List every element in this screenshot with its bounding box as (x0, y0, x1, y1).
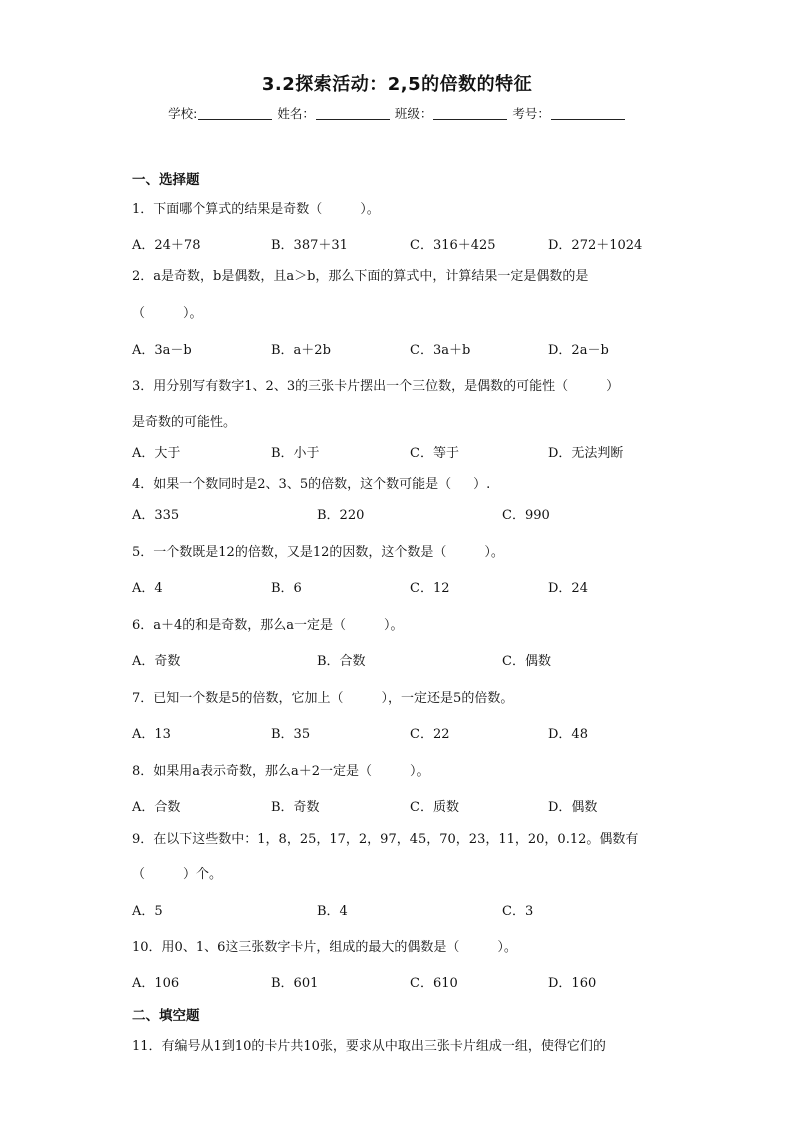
question-2-options (132, 339, 692, 357)
option-a[interactable]: A．13 (132, 727, 171, 742)
question-3: 3．用分别写有数字1、2、3的三张卡片摆出一个三位数，是偶数的可能性（ ） (132, 379, 620, 394)
option-c[interactable]: C．质数 (410, 800, 459, 815)
question-6: 6．a＋4的和是奇数，那么a一定是（ ）。 (132, 618, 404, 633)
option-c[interactable]: C．316＋425 (410, 238, 496, 253)
option-d[interactable]: D．2a－b (548, 343, 609, 358)
option-c[interactable]: C．等于 (410, 446, 459, 461)
section-heading-choice: 一、选择题 (132, 172, 200, 188)
option-b[interactable]: B．小于 (271, 446, 320, 461)
question-9: 9．在以下这些数中：1，8，25，17，2，97，45，70，23，11，20，0.12。偶数有 (132, 832, 639, 847)
question-9-line2: （ ）个。 (132, 867, 223, 882)
option-a[interactable]: A．24＋78 (132, 238, 201, 253)
option-b[interactable]: B．6 (271, 581, 302, 596)
question-6-options (132, 650, 692, 668)
option-d[interactable]: D．272＋1024 (548, 238, 643, 253)
question-5: 5．一个数既是12的倍数，又是12的因数，这个数是（ ）。 (132, 545, 504, 560)
worksheet-title: 3.2探索活动：2,5的倍数的特征 (261, 74, 533, 95)
name-label: 姓名： (277, 106, 315, 121)
student-info-line (0, 104, 794, 122)
option-a[interactable]: A．4 (132, 581, 163, 596)
question-4: 4．如果一个数同时是2、3、5的倍数，这个数可能是（ ）. (132, 477, 491, 492)
class-label: 班级： (394, 106, 433, 121)
option-a[interactable]: A．335 (132, 508, 180, 523)
question-1-options (132, 234, 692, 252)
option-b[interactable]: B．601 (271, 976, 319, 991)
question-9-options (132, 900, 692, 918)
option-a[interactable]: A．106 (132, 976, 180, 991)
question-2-line2: （ ）。 (132, 306, 203, 321)
option-d[interactable]: D．无法判断 (548, 446, 624, 461)
question-10: 10．用0、1、6这三张数字卡片，组成的最大的偶数是（ ）。 (132, 940, 517, 955)
section-heading-fill: 二、填空题 (132, 1008, 200, 1024)
question-11: 11．有编号从1到10的卡片共10张，要求从中取出三张卡片组成一组，使得它们的 (132, 1039, 606, 1054)
question-7: 7．已知一个数是5的倍数，它加上（ ），一定还是5的倍数。 (132, 691, 514, 706)
school-blank[interactable] (198, 107, 272, 120)
option-d[interactable]: D．偶数 (548, 800, 598, 815)
question-3-line2: 是奇数的可能性。 (132, 415, 237, 430)
option-c[interactable]: C．12 (410, 581, 450, 596)
option-d[interactable]: D．160 (548, 976, 597, 991)
option-b[interactable]: B．35 (271, 727, 311, 742)
question-3-options (132, 442, 692, 460)
question-1: 1．下面哪个算式的结果是奇数（ ）。 (132, 202, 380, 217)
option-b[interactable]: B．奇数 (271, 800, 320, 815)
option-b[interactable]: B．220 (317, 508, 365, 523)
option-c[interactable]: C．22 (410, 727, 450, 742)
option-b[interactable]: B．a＋2b (271, 343, 331, 358)
question-4-options (132, 504, 692, 522)
option-a[interactable]: A．5 (132, 904, 163, 919)
option-a[interactable]: A．奇数 (132, 654, 181, 669)
option-c[interactable]: C．3 (502, 904, 534, 919)
school-label: 学校: (168, 106, 198, 121)
option-c[interactable]: C．990 (502, 508, 550, 523)
question-8: 8．如果用a表示奇数，那么a＋2一定是（ ）。 (132, 764, 430, 779)
question-8-options (132, 796, 692, 814)
option-a[interactable]: A．合数 (132, 800, 181, 815)
question-7-options (132, 723, 692, 741)
option-d[interactable]: D．24 (548, 581, 588, 596)
question-2: 2．a是奇数，b是偶数，且a＞b，那么下面的算式中，计算结果一定是偶数的是 (132, 269, 589, 284)
option-b[interactable]: B．4 (317, 904, 348, 919)
name-blank[interactable] (316, 107, 390, 120)
option-c[interactable]: C．偶数 (502, 654, 551, 669)
exam-no-label: 考号： (512, 106, 550, 121)
option-c[interactable]: C．3a＋b (410, 343, 471, 358)
option-a[interactable]: A．大于 (132, 446, 181, 461)
exam-no-blank[interactable] (551, 107, 625, 120)
option-b[interactable]: B．合数 (317, 654, 366, 669)
class-blank[interactable] (433, 107, 507, 120)
option-b[interactable]: B．387＋31 (271, 238, 348, 253)
option-a[interactable]: A．3a－b (132, 343, 192, 358)
option-d[interactable]: D．48 (548, 727, 588, 742)
question-5-options (132, 577, 692, 595)
option-c[interactable]: C．610 (410, 976, 458, 991)
question-10-options (132, 972, 692, 990)
